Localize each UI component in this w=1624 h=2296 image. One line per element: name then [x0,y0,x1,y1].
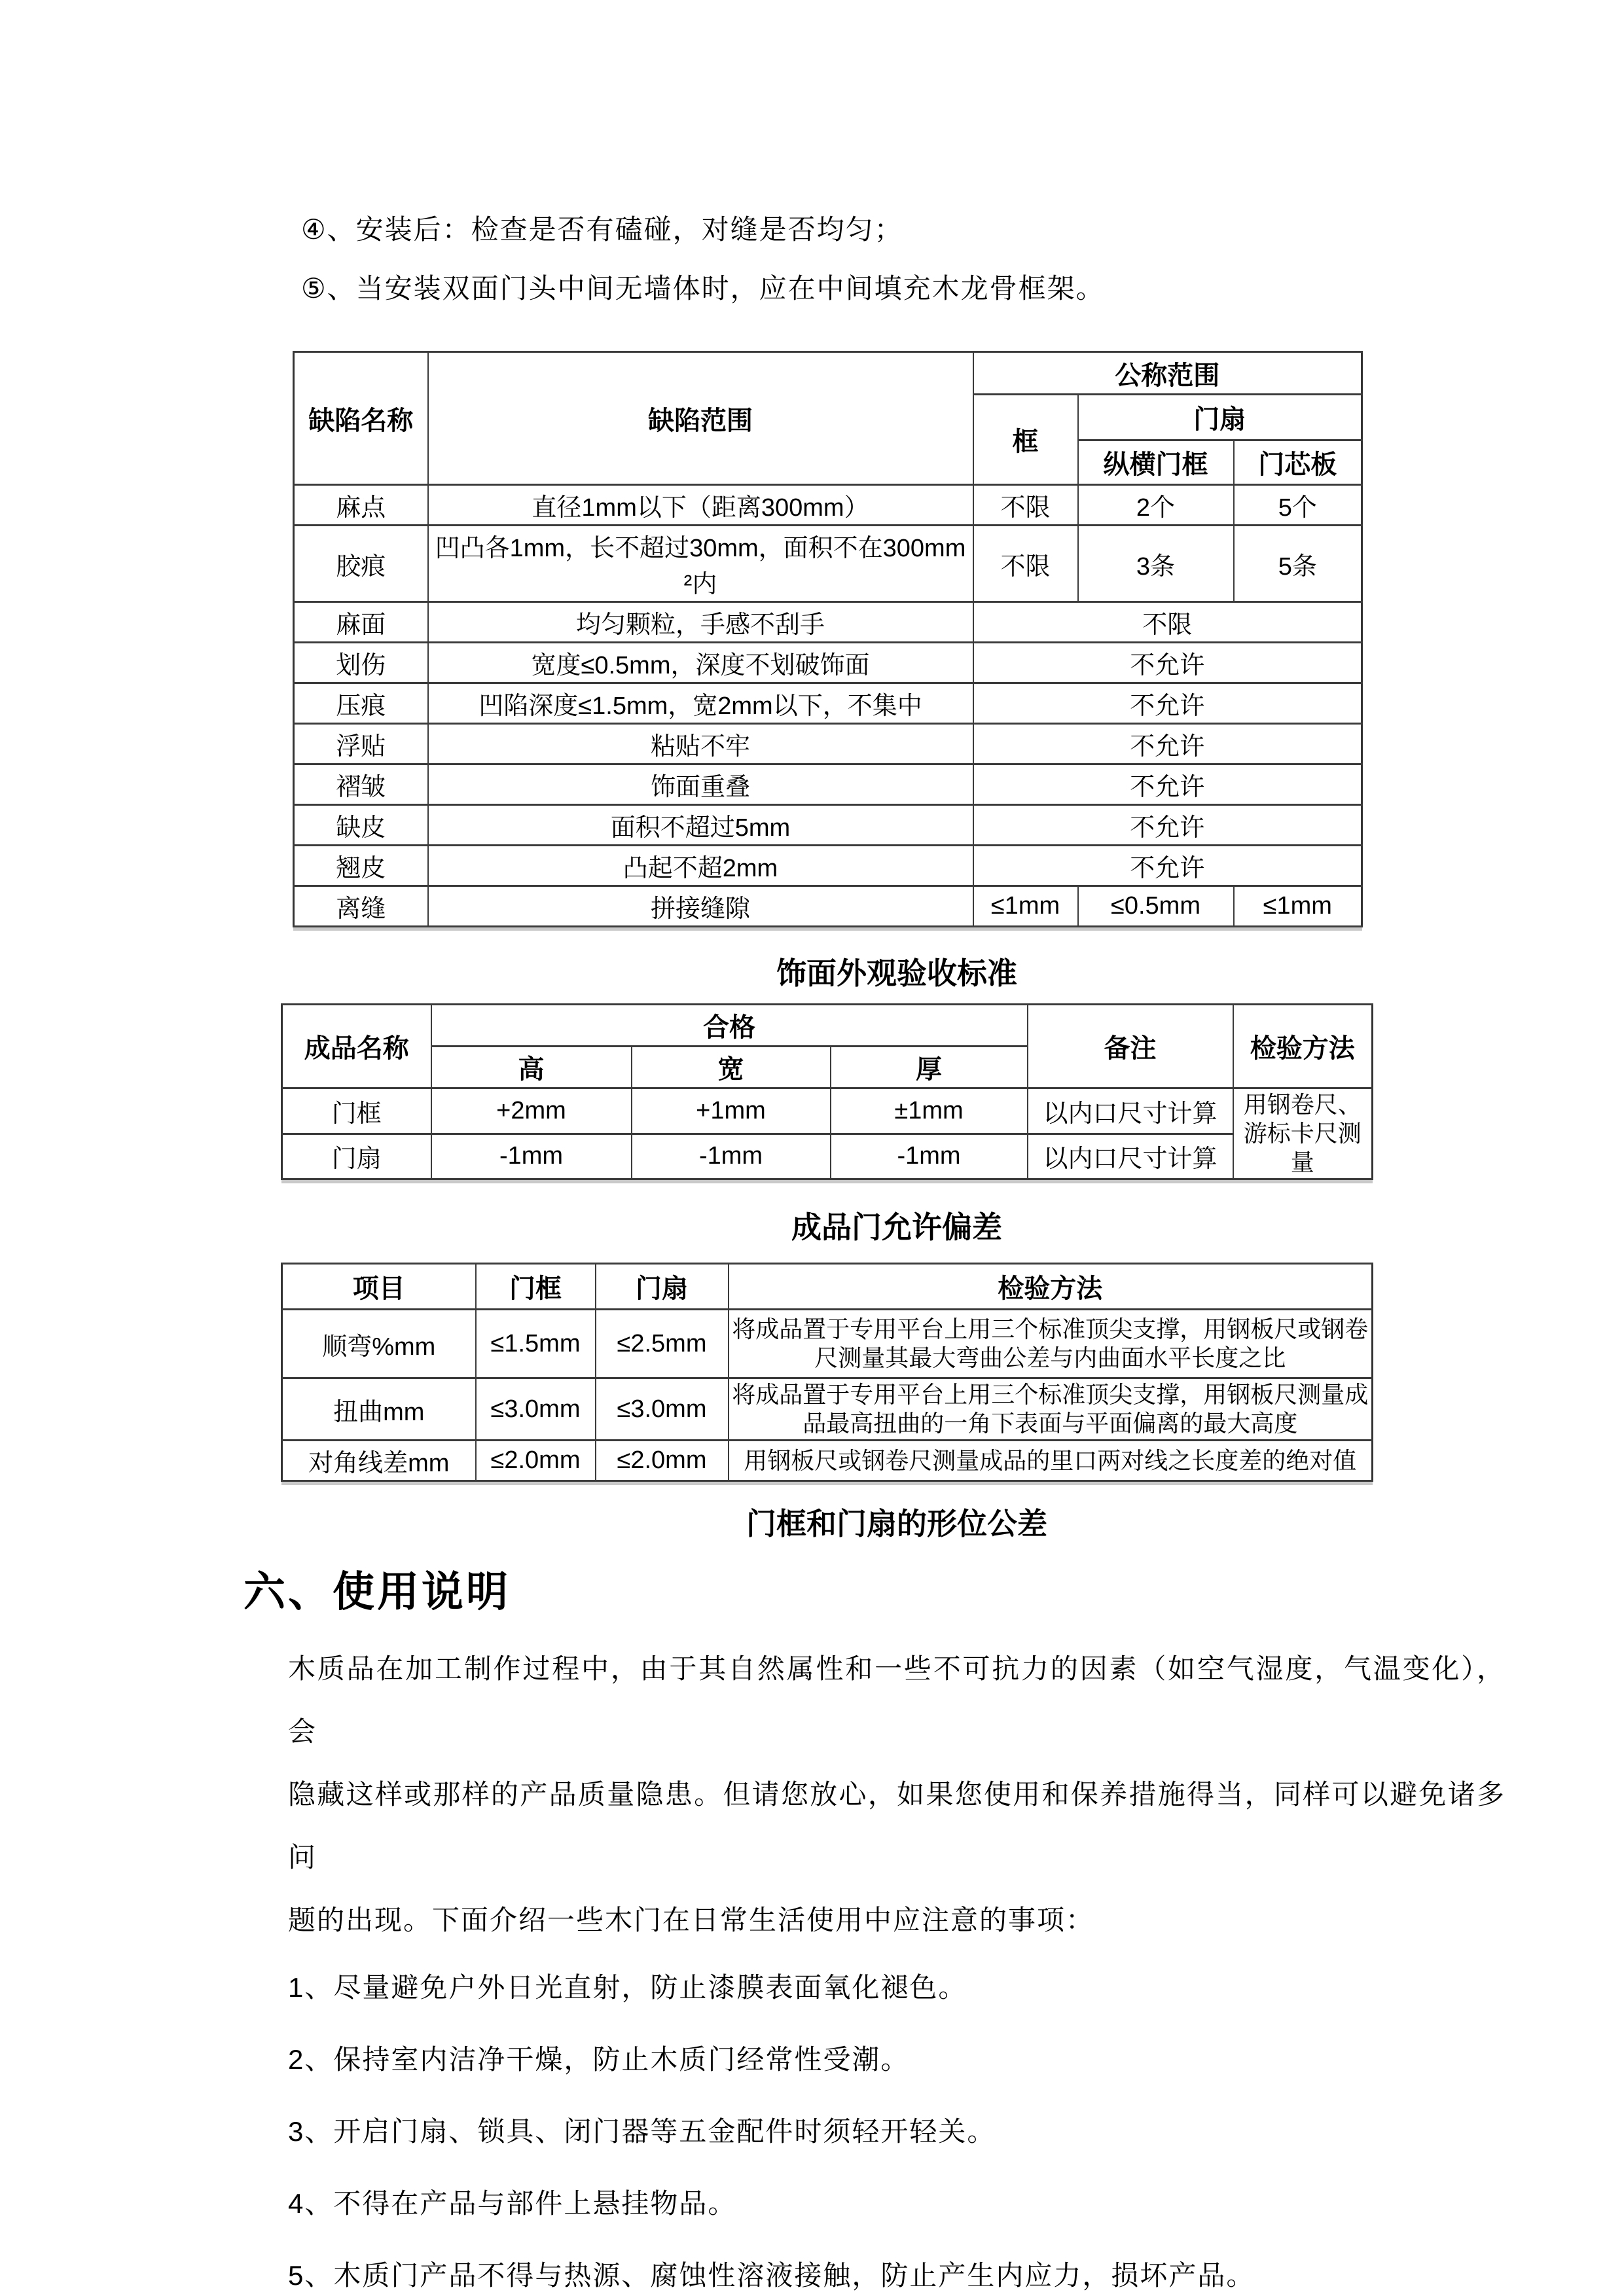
table-header-row [282,1005,1373,1047]
cell-height: +2mm [431,1088,632,1134]
cell-method: 用钢卷尺、游标卡尺测量 [1233,1088,1373,1179]
cell-product-name: 门框 [282,1088,431,1134]
header-frame: 框 [973,395,1078,485]
cell-remark: 以内口尺寸计算 [1028,1134,1233,1179]
table-header-row [294,352,1362,395]
cell-defect-range: 拼接缝隙 [428,886,973,927]
cell-frame: 不限 [973,526,1078,602]
table-row [294,805,1362,846]
header-defect-range: 缺陷范围 [428,352,973,485]
header-door-leaf: 门扇 [596,1264,729,1310]
cell-thickness: ±1mm [831,1088,1028,1134]
cell-thickness: -1mm [831,1134,1028,1179]
cell-merged-value: 不允许 [973,764,1362,805]
cell-stile: 2个 [1078,485,1234,526]
cell-frame: ≤3.0mm [476,1378,596,1441]
cell-method: 用钢板尺或钢卷尺测量成品的里口两对线之长度差的绝对值 [729,1441,1373,1481]
header-door-frame: 门框 [476,1264,596,1310]
cell-method: 将成品置于专用平台上用三个标准顶尖支撑，用钢板尺或钢卷尺测量其最大弯曲公差与内曲面水平长度之比 [729,1310,1373,1378]
usage-paragraph [288,1638,1506,1952]
usage-item: 4、不得在产品与部件上悬挂物品。 [288,2188,737,2219]
tolerance-table [281,1003,1373,1180]
table-row [294,485,1362,526]
header-core-board: 门芯板 [1234,440,1362,485]
cell-merged-value: 不允许 [973,805,1362,846]
table-row [294,683,1362,724]
cell-defect-name: 压痕 [294,683,428,724]
cell-merged-value: 不允许 [973,683,1362,724]
cell-stile: ≤0.5mm [1078,886,1234,927]
cell-core: 5个 [1234,485,1362,526]
table-row [282,1378,1373,1441]
cell-defect-range: 凹凸各1mm，长不超过30mm，面积不在300mm²内 [428,526,973,602]
cell-defect-range: 饰面重叠 [428,764,973,805]
header-width: 宽 [632,1047,831,1088]
cell-height: -1mm [431,1134,632,1179]
cell-frame: ≤1.5mm [476,1310,596,1378]
cell-frame: 不限 [973,485,1078,526]
cell-defect-name: 浮贴 [294,724,428,764]
header-door-leaf: 门扇 [1078,395,1362,440]
table-row [294,643,1362,683]
cell-item: 对角线差mm [282,1441,476,1481]
header-stile-rail: 纵横门框 [1078,440,1234,485]
header-nominal-range: 公称范围 [973,352,1362,395]
header-thickness: 厚 [831,1047,1028,1088]
usage-section-heading: 六、使用说明 [244,1568,511,1615]
table-row [282,1310,1373,1378]
table-header-row [282,1264,1373,1310]
table-row [282,1441,1373,1481]
table-row [294,764,1362,805]
table-row [294,602,1362,643]
table-row [294,846,1362,886]
defect-table-caption: 饰面外观验收标准 [776,956,1017,990]
cell-merged-value: 不限 [973,602,1362,643]
cell-defect-range: 面积不超过5mm [428,805,973,846]
cell-defect-range: 直径1mm以下（距离300mm） [428,485,973,526]
table-row [294,526,1362,602]
cell-defect-name: 褶皱 [294,764,428,805]
cell-defect-range: 凹陷深度≤1.5mm，宽2mm以下，不集中 [428,683,973,724]
cell-defect-name: 麻面 [294,602,428,643]
cell-defect-range: 凸起不超2mm [428,846,973,886]
cell-merged-value: 不允许 [973,724,1362,764]
header-height: 高 [431,1047,632,1088]
cell-defect-name: 离缝 [294,886,428,927]
header-method: 检验方法 [1233,1005,1373,1088]
table-row [294,886,1362,927]
tolerance-table-caption: 成品门允许偏差 [791,1210,1002,1244]
cell-stile: 3条 [1078,526,1234,602]
cell-defect-range: 宽度≤0.5mm，深度不划破饰面 [428,643,973,683]
cell-leaf: ≤3.0mm [596,1378,729,1441]
cell-width: +1mm [632,1088,831,1134]
usage-paragraph-line: 题的出现。下面介绍一些木门在日常生活使用中应注意的事项： [288,1905,1095,1935]
cell-defect-name: 胶痕 [294,526,428,602]
cell-method: 将成品置于专用平台上用三个标准顶尖支撑，用钢板尺测量成品最高扭曲的一角下表面与平面偏离的最大高度 [729,1378,1373,1441]
cell-remark: 以内口尺寸计算 [1028,1088,1233,1134]
cell-frame: ≤2.0mm [476,1441,596,1481]
cell-defect-range: 粘贴不牢 [428,724,973,764]
deviation-table-caption: 门框和门扇的形位公差 [746,1507,1047,1541]
defect-table [293,351,1363,927]
usage-paragraph-line: 木质品在加工制作过程中，由于其自然属性和一些不可抗力的因素（如空气湿度，气温变化），会 [288,1653,1506,1747]
cell-defect-name: 麻点 [294,485,428,526]
header-qualified: 合格 [431,1005,1028,1047]
usage-item: 3、开启门扇、锁具、闭门器等五金配件时须轻开轻关。 [288,2116,996,2147]
table-row [294,724,1362,764]
usage-item: 2、保持室内洁净干燥，防止木质门经常性受潮。 [288,2044,910,2075]
cell-leaf: ≤2.5mm [596,1310,729,1378]
cell-core: 5条 [1234,526,1362,602]
install-note-4: ④、安装后：检查是否有磕碰，对缝是否均匀； [301,214,903,245]
cell-defect-range: 均匀颗粒，手感不刮手 [428,602,973,643]
cell-defect-name: 缺皮 [294,805,428,846]
usage-item: 1、尽量避免户外日光直射，防止漆膜表面氧化褪色。 [288,1972,967,2003]
cell-item: 扭曲mm [282,1378,476,1441]
cell-item: 顺弯%mm [282,1310,476,1378]
cell-leaf: ≤2.0mm [596,1441,729,1481]
cell-defect-name: 划伤 [294,643,428,683]
cell-defect-name: 翘皮 [294,846,428,886]
header-product-name: 成品名称 [282,1005,431,1088]
header-item: 项目 [282,1264,476,1310]
cell-merged-value: 不允许 [973,846,1362,886]
deviation-table [281,1263,1373,1482]
cell-core: ≤1mm [1234,886,1362,927]
table-row [282,1134,1373,1179]
header-defect-name: 缺陷名称 [294,352,428,485]
cell-merged-value: 不允许 [973,643,1362,683]
table-row [282,1088,1373,1134]
usage-paragraph-line: 隐藏这样或那样的产品质量隐患。但请您放心，如果您使用和保养措施得当，同样可以避免诸多问 [288,1779,1506,1873]
usage-item: 5、木质门产品不得与热源、腐蚀性溶液接触，防止产生内应力，损坏产品。 [288,2260,1255,2291]
cell-frame: ≤1mm [973,886,1078,927]
cell-product-name: 门扇 [282,1134,431,1179]
header-remark: 备注 [1028,1005,1233,1088]
cell-width: -1mm [632,1134,831,1179]
header-method: 检验方法 [729,1264,1373,1310]
install-note-5: ⑤、当安装双面门头中间无墙体时，应在中间填充木龙骨框架。 [301,273,1105,304]
